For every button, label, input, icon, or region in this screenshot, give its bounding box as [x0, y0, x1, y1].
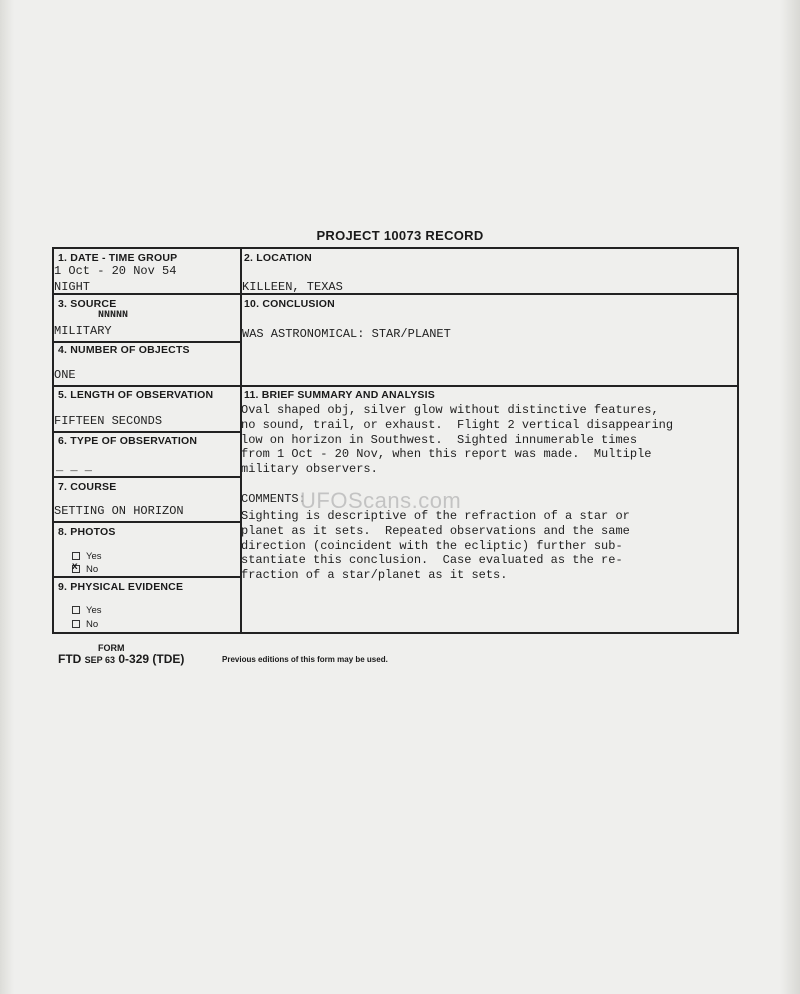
type-of-observation-label: 6. TYPE OF OBSERVATION	[58, 435, 198, 447]
source-redacted: NNNNN	[98, 310, 129, 321]
row-divider	[54, 341, 240, 343]
comments-label: COMMENTS:	[241, 492, 306, 506]
course-value: SETTING ON HORIZON	[54, 504, 184, 518]
course-label: 7. COURSE	[58, 481, 117, 493]
comments-text: Sighting is descriptive of the refraction of a star or planet as it sets. Repeated observations and the same direction (coincident with the ecliptic) further sub- stantiate this conclusion. Case evaluated as the re- fraction of a star/planet as it sets.	[241, 509, 630, 583]
footer-form-number: 0-329 (TDE)	[118, 652, 185, 666]
row-divider	[54, 521, 240, 523]
row-divider	[54, 476, 240, 478]
physical-evidence-yes-option[interactable]	[72, 605, 102, 616]
physical-evidence-no-option[interactable]	[72, 619, 98, 630]
physical-evidence-yes-text: Yes	[86, 605, 102, 616]
number-of-objects-value: ONE	[54, 368, 76, 382]
photos-yes-text: Yes	[86, 551, 102, 562]
footer-form-word: FORM	[98, 643, 125, 653]
source-label: 3. SOURCE	[58, 298, 117, 310]
footer-form-date: SEP 63	[84, 655, 116, 665]
row-divider	[54, 431, 240, 433]
row-divider	[54, 385, 737, 387]
footer-note: Previous editions of this form may be used.	[222, 655, 388, 664]
row-divider	[54, 576, 240, 578]
photos-no-text: No	[86, 564, 99, 575]
watermark: UFOScans.com	[300, 488, 462, 513]
physical-evidence-no-checkbox[interactable]	[72, 620, 80, 628]
conclusion-value: WAS ASTRONOMICAL: STAR/PLANET	[242, 327, 451, 341]
physical-evidence-label: 9. PHYSICAL EVIDENCE	[58, 581, 184, 593]
date-time-label: 1. DATE - TIME GROUP	[58, 252, 178, 264]
length-of-observation-value: FIFTEEN SECONDS	[54, 414, 163, 428]
summary-text: Oval shaped obj, silver glow without distinctive features, no sound, trail, or exhaust. Flight 2 vertical disappearing low on horizon in Southwest. Sighted innumerable times from 1 Oct - 20 Nov, when this report was made. Multiple military observers.	[241, 403, 674, 477]
source-value: MILITARY	[54, 324, 112, 338]
location-value: KILLEEN, TEXAS	[242, 280, 343, 294]
date-time-value: 1 Oct - 20 Nov 54	[54, 264, 177, 278]
conclusion-label: 10. CONCLUSION	[244, 298, 335, 310]
type-of-observation-value: _ _ _	[56, 460, 93, 474]
footer-form-id	[58, 652, 184, 666]
check-mark-icon: x	[72, 561, 78, 573]
page-title: PROJECT 10073 RECORD	[316, 228, 484, 243]
physical-evidence-no-text: No	[86, 619, 99, 630]
photos-no-checkbox[interactable]	[72, 561, 80, 573]
photos-no-option[interactable]	[72, 561, 99, 575]
footer-form-code: FTD	[58, 652, 82, 666]
number-of-objects-label: 4. NUMBER OF OBJECTS	[58, 344, 190, 356]
photos-yes-checkbox[interactable]	[72, 552, 80, 560]
summary-label: 11. BRIEF SUMMARY AND ANALYSIS	[244, 389, 435, 401]
row-divider	[54, 293, 737, 295]
photos-yes-option[interactable]	[72, 551, 102, 562]
physical-evidence-yes-checkbox[interactable]	[72, 606, 80, 614]
location-label: 2. LOCATION	[244, 252, 312, 264]
length-of-observation-label: 5. LENGTH OF OBSERVATION	[58, 389, 214, 401]
photos-label: 8. PHOTOS	[58, 526, 116, 538]
date-time-period: NIGHT	[54, 280, 91, 294]
